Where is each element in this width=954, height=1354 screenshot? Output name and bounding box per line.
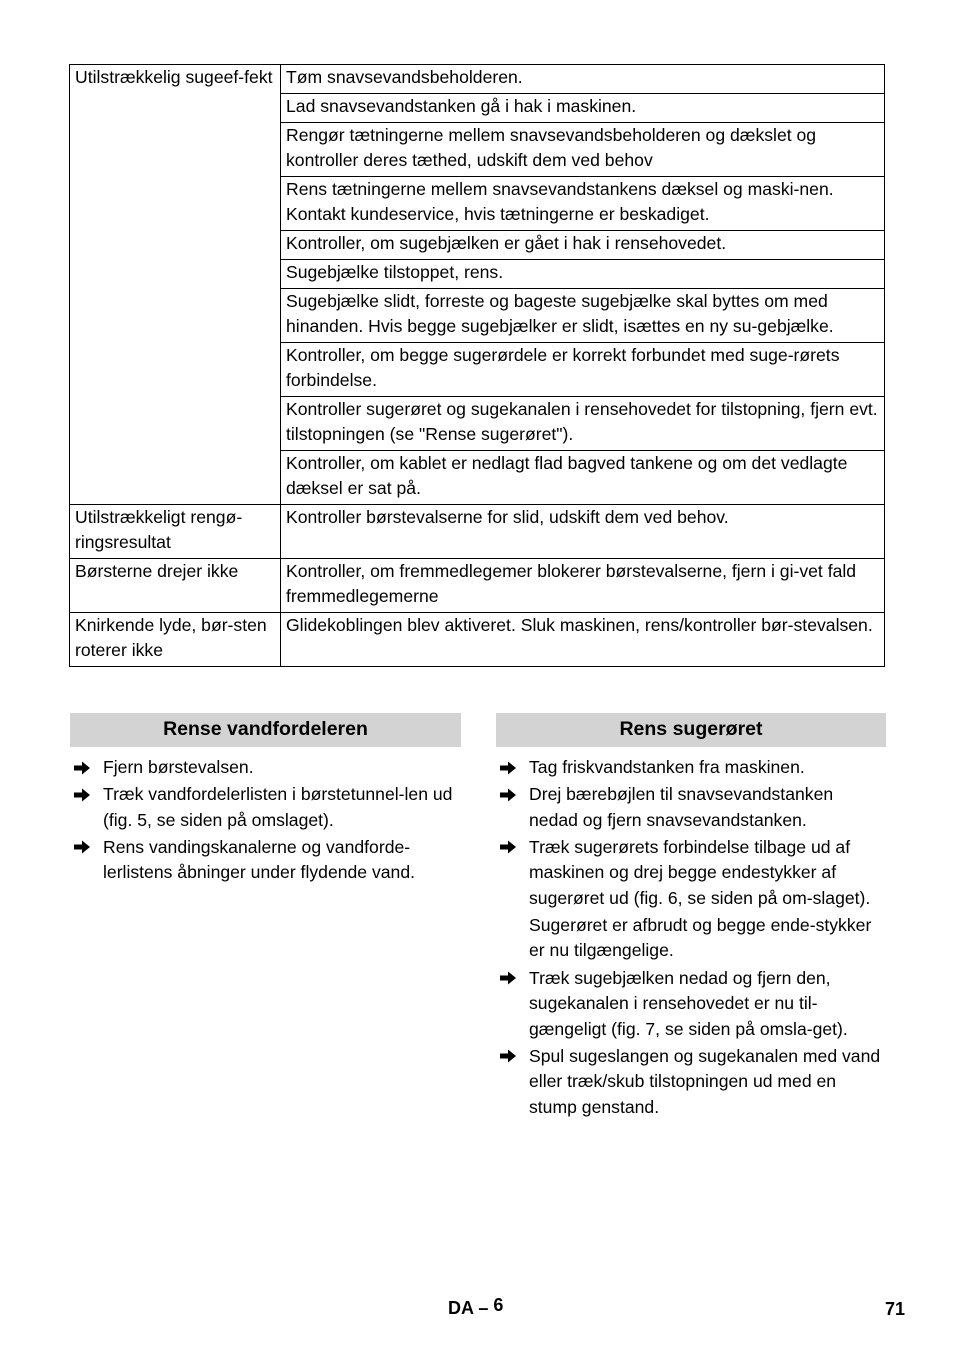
footer-section-page: 6 xyxy=(493,1295,504,1315)
list-item xyxy=(70,755,461,781)
list-item xyxy=(496,755,886,781)
arrow-right-icon xyxy=(499,782,519,807)
table-row xyxy=(70,505,885,559)
page-number: 71 xyxy=(884,1299,905,1319)
list-item xyxy=(70,835,461,886)
section-heading: Rense vandfordeleren xyxy=(70,713,461,747)
list-item xyxy=(496,782,886,833)
problem-cell: Børsterne drejer ikke xyxy=(70,559,281,613)
footer-dash: – xyxy=(478,1298,489,1318)
step-text: Tag friskvandstanken fra maskinen. xyxy=(529,757,805,777)
step-list xyxy=(70,755,461,886)
list-item xyxy=(496,1044,886,1121)
step-text: Fjern børstevalsen. xyxy=(103,757,254,777)
section-water-distributor xyxy=(70,713,461,887)
troubleshooting-table xyxy=(69,64,885,667)
list-item xyxy=(496,835,886,912)
step-text: Rens vandingskanalerne og vandforde-lerlistens åbninger under flydende vand. xyxy=(103,836,416,882)
remedy-cell: Kontroller, om sugebjælken er gået i hak i rensehovedet. xyxy=(281,231,885,260)
list-item xyxy=(496,966,886,1043)
arrow-right-icon xyxy=(499,835,519,860)
arrow-right-icon xyxy=(499,1044,519,1069)
step-note: Sugerøret er afbrudt og begge ende-stykker er nu tilgængelige. xyxy=(529,914,872,960)
remedy-cell: Sugebjælke tilstoppet, rens. xyxy=(281,260,885,289)
footer-lang: DA xyxy=(448,1298,474,1318)
remedy-cell: Kontroller, om begge sugerørdele er korrekt forbundet med suge-rørets forbindelse. xyxy=(281,343,885,397)
step-text: Træk vandfordelerlisten i børstetunnel-len ud (fig. 5, se siden på omslaget). xyxy=(103,784,453,830)
step-text: Drej bærebøjlen til snavsevandstanken nedad og fjern snavsevandstanken. xyxy=(529,784,834,830)
remedy-cell: Tøm snavsevandsbeholderen. xyxy=(281,65,885,94)
remedy-cell: Kontroller børstevalserne for slid, udskift dem ved behov. xyxy=(281,505,885,559)
footer-section-label xyxy=(448,1295,504,1319)
remedy-cell: Lad snavsevandstanken gå i hak i maskinen. xyxy=(281,94,885,123)
arrow-right-icon xyxy=(499,966,519,991)
step-text: Træk sugebjælken nedad og fjern den, sugekanalen i rensehovedet er nu til-gængeligt (fig. 7, se siden på omsla-get). xyxy=(529,967,848,1039)
section-heading: Rens sugerøret xyxy=(496,713,886,747)
remedy-cell: Kontroller, om fremmedlegemer blokerer børstevalserne, fjern i gi-vet fald fremmedlegemerne xyxy=(281,559,885,613)
remedy-cell: Rengør tætningerne mellem snavsevandsbeholderen og dækslet og kontroller deres tæthed, udskift dem ved behov xyxy=(281,123,885,177)
table-row xyxy=(70,613,885,667)
step-list xyxy=(496,966,886,1121)
table-row xyxy=(70,65,885,94)
arrow-right-icon xyxy=(499,755,519,780)
arrow-right-icon xyxy=(73,782,93,807)
section-suction-pipe xyxy=(496,713,886,1122)
remedy-cell: Glidekoblingen blev aktiveret. Sluk maskinen, rens/kontroller bør-stevalsen. xyxy=(281,613,885,667)
remedy-cell: Rens tætningerne mellem snavsevandstankens dæksel og maski-nen. Kontakt kundeservice, hvis tætningerne er beskadiget. xyxy=(281,177,885,231)
arrow-right-icon xyxy=(73,755,93,780)
problem-cell: Knirkende lyde, bør-sten roterer ikke xyxy=(70,613,281,667)
problem-cell: Utilstrækkeligt rengø-ringsresultat xyxy=(70,505,281,559)
arrow-right-icon xyxy=(73,835,93,860)
problem-cell: Utilstrækkelig sugeef-fekt xyxy=(70,65,281,505)
step-text: Træk sugerørets forbindelse tilbage ud af maskinen og drej begge endestykker af sugerøret ud (fig. 6, se siden på om-slaget). xyxy=(529,836,871,908)
remedy-cell: Sugebjælke slidt, forreste og bageste sugebjælke skal byttes om med hinanden. Hvis begge sugebjælker er slidt, isættes en ny su-gebjælke. xyxy=(281,289,885,343)
step-text: Spul sugeslangen og sugekanalen med vand eller træk/skub tilstopningen ud med en stump genstand. xyxy=(529,1045,881,1117)
table-row xyxy=(70,559,885,613)
step-list xyxy=(496,755,886,911)
list-item xyxy=(70,782,461,833)
remedy-cell: Kontroller sugerøret og sugekanalen i rensehovedet for tilstopning, fjern evt. tilstopningen (se "Rense sugerøret"). xyxy=(281,397,885,451)
remedy-cell: Kontroller, om kablet er nedlagt flad bagved tankene og om det vedlagte dæksel er sat på. xyxy=(281,451,885,505)
